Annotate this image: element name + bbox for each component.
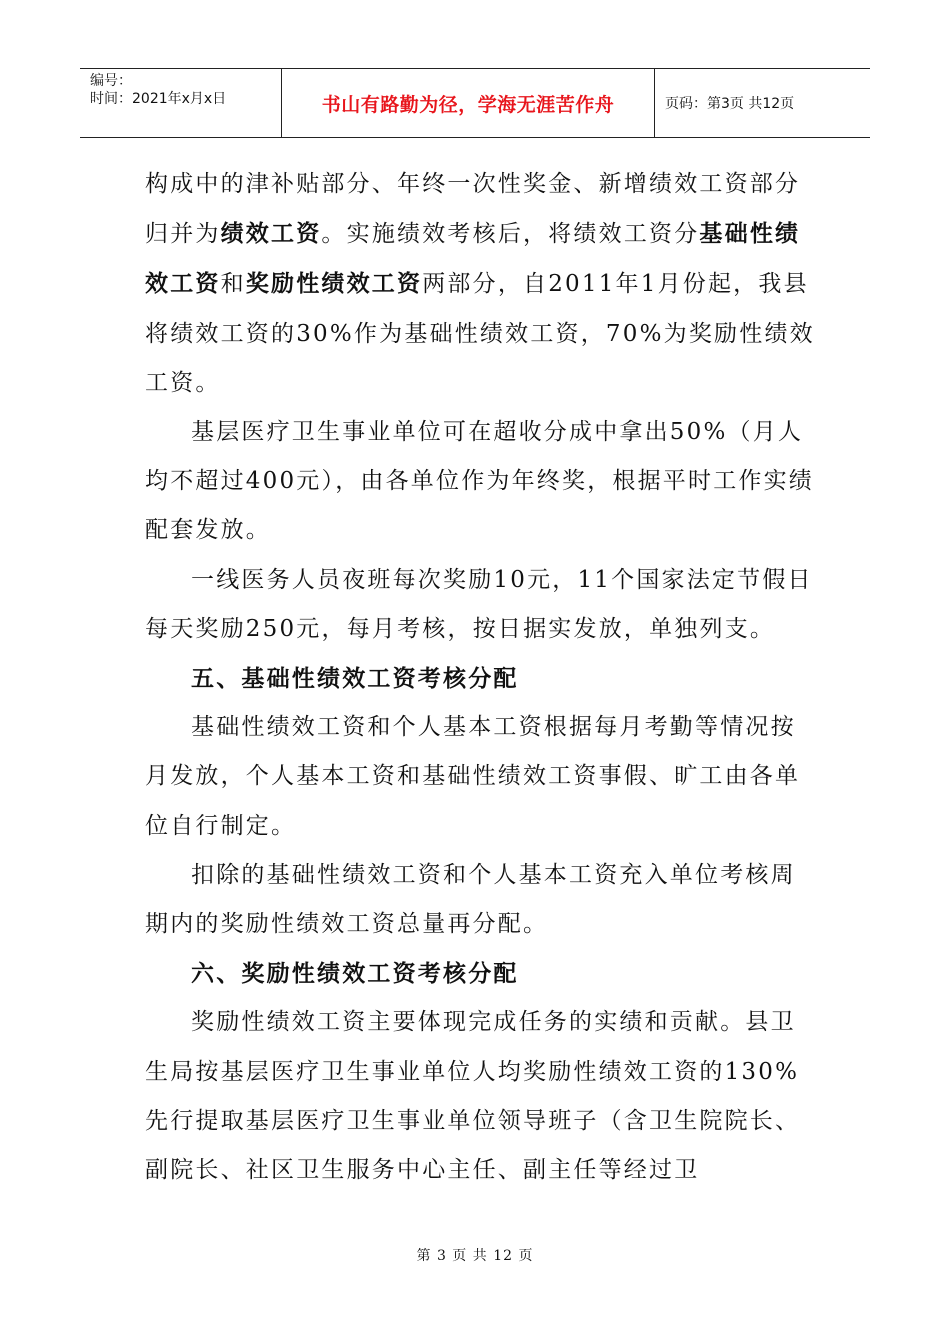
section-heading-5: 五、基础性绩效工资考核分配	[191, 665, 519, 693]
paragraph-text: 两部分，自2011年1月份起，我县将绩效工资的30%作为基础性绩效工资，70%为奖励性绩效工资。	[145, 271, 815, 396]
paragraph-5: 扣除的基础性绩效工资和个人基本工资充入单位考核周期内的奖励性绩效工资总量再分配。	[145, 861, 796, 938]
header-motto: 书山有路勤为径，学海无涯苦作舟	[282, 69, 655, 137]
paragraph-2: 基层医疗卫生事业单位可在超收分成中拿出50%（月人均不超过400元），由各单位作为年终奖，根据平时工作实绩配套发放。	[145, 419, 814, 544]
document-date: 时间：2021年x月x日	[90, 91, 227, 107]
paragraph-text: 构成中的津补贴部分、年终一次性奖金、新增绩效工资部分归并为	[145, 171, 801, 248]
paragraph-text: 和	[220, 271, 246, 298]
paragraph-4: 基础性绩效工资和个人基本工资根据每月考勤等情况按月发放，个人基本工资和基础性绩效工资事假、旷工由各单位自行制定。	[145, 714, 801, 839]
paragraph-1	[145, 160, 817, 408]
section-heading-6: 六、奖励性绩效工资考核分配	[191, 960, 519, 988]
bold-term: 奖励性绩效工资	[245, 270, 423, 298]
document-body	[145, 160, 817, 1195]
bold-term: 绩效工资	[220, 220, 322, 248]
paragraph-3: 一线医务人员夜班每次奖励10元，11个国家法定节假日每天奖励250元，每月考核，按日据实发放，单独列支。	[145, 566, 813, 642]
paragraph-6: 奖励性绩效工资主要体现完成任务的实绩和贡献。县卫生局按基层医疗卫生事业单位人均奖励性绩效工资的130%先行提取基层医疗卫生事业单位领导班子（含卫生院院长、副院长、社区卫生服务中心主任、副主任等经过卫	[145, 1009, 801, 1184]
paragraph-text: 。实施绩效考核后，将绩效工资分	[321, 221, 700, 248]
document-number-label: 编号：	[90, 73, 132, 89]
bold-term: 基础性绩效工资	[145, 220, 801, 298]
document-header	[80, 68, 870, 138]
header-meta	[80, 69, 282, 137]
header-page-info: 页码：第3页 共12页	[665, 96, 795, 112]
page-footer: 第 3 页 共 12 页	[416, 1248, 534, 1264]
